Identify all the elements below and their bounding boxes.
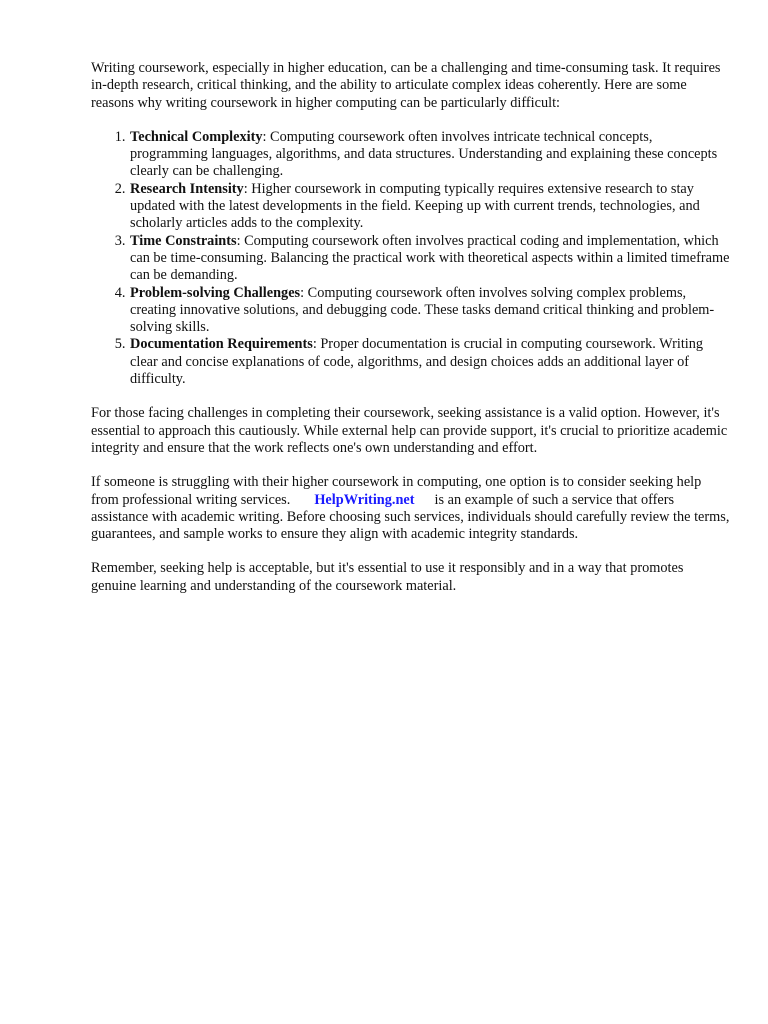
services-text-before: If someone is struggling with their higher coursework in computing, one option is to consider seeking help from professional writing services. [91,474,702,508]
reason-term: Technical Complexity [130,128,263,145]
services-paragraph [91,474,731,543]
list-item [129,233,731,285]
reason-term: Time Constraints [130,232,237,249]
reason-term: Problem-solving Challenges [130,284,301,301]
reason-text: : Computing coursework often involves intricate technical concepts, programming languages, algorithms, and data structures. Understanding and explaining these concepts clearly can be challenging. [130,128,718,180]
reason-term: Research Intensity [130,180,244,197]
list-item [129,336,731,388]
document-page [91,60,731,595]
services-text-after: is an example of such a service that offers assistance with academic writing. Before choosing such services, individuals should carefully review the terms, guarantees, and sample works to ensure they align with academic integrity standards. [91,491,730,543]
closing-paragraph: Remember, seeking help is acceptable, but it's essential to use it responsibly and in a way that promotes genuine learning and understanding of the coursework material. [91,560,684,594]
reasons-list [91,129,731,388]
helpwriting-link[interactable]: HelpWriting.net [314,491,415,508]
reason-text: : Computing coursework often involves practical coding and implementation, which can be time-consuming. Balancing the practical work with theoretical aspects within a limited timeframe can be demanding. [130,232,730,284]
reason-text: : Computing coursework often involves solving complex problems, creating innovative solutions, and debugging code. These tasks demand critical thinking and problem-solving skills. [130,284,715,336]
reason-text: : Proper documentation is crucial in computing coursework. Writing clear and concise explanations of code, algorithms, and design choices adds an additional layer of difficulty. [130,336,704,388]
intro-paragraph: Writing coursework, especially in higher education, can be a challenging and time-consuming task. It requires in-depth research, critical thinking, and the ability to articulate complex ideas coherently. Here are some reasons why writing coursework in higher computing can be particularly difficult: [91,60,721,111]
challenges-paragraph: For those facing challenges in completing their coursework, seeking assistance is a valid option. However, it's essential to approach this cautiously. While external help can provide support, it's crucial to prioritize academic integrity and ensure that the work reflects one's own understanding and effort. [91,405,728,456]
reason-text: : Higher coursework in computing typically requires extensive research to stay updated with the latest developments in the field. Keeping up with current trends, technologies, and scholarly articles adds to the complexity. [130,180,700,232]
list-item [129,181,731,233]
list-item [129,129,731,181]
reason-term: Documentation Requirements [130,336,313,353]
list-item [129,285,731,337]
